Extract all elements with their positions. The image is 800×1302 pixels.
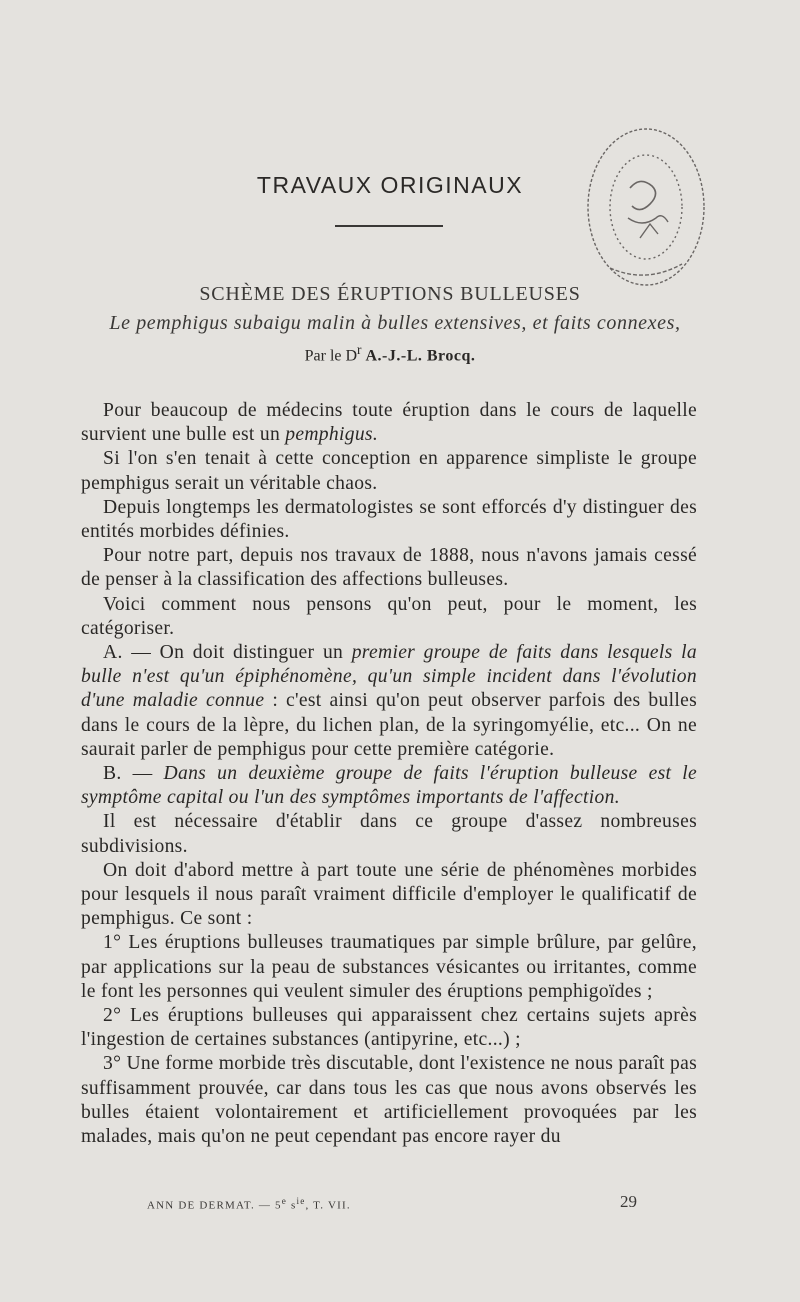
paragraph-text: Une forme morbide très discutable, dont l'existence ne nous paraît pas suffisamment prouvée, car dans tous les cas que nous avons observés les bulles étaient volontairement et artificiellement provoquées par les malades, mais qu'on ne peut cependant pas encore rayer du bbox=[81, 1053, 697, 1148]
library-stamp bbox=[580, 118, 712, 296]
paragraph: Si l'on s'en tenait à cette conception en apparence simpliste le groupe pemphigus serait un véritable chaos. bbox=[81, 448, 697, 494]
paragraph-text: Les éruptions bulleuses qui apparaissent chez certains sujets après l'ingestion de certaines substances (antipyrine, etc...) ; bbox=[81, 1005, 697, 1051]
paragraph: Pour notre part, depuis nos travaux de 1888, nous n'avons jamais cessé de penser à la classification des affections bulleuses. bbox=[81, 545, 697, 591]
byline bbox=[0, 342, 780, 365]
paragraph-italic: premier groupe de faits dans lesquels la bulle n'est qu'un épiphénomène, qu'un simple incident dans l'évolution d'une maladie connue bbox=[81, 642, 697, 712]
page-number: 29 bbox=[620, 1192, 637, 1211]
paragraph-text: A. — On doit distinguer un bbox=[103, 642, 352, 664]
byline-sup: r bbox=[357, 342, 362, 357]
article-subtitle: Le pemphigus subaigu malin à bulles extensives, et faits connexes, bbox=[109, 312, 681, 334]
footer-sup: ie bbox=[296, 1196, 306, 1206]
paragraph-text: : c'est ainsi qu'on peut observer parfois des bulles dans le cours de la lèpre, du lichen plan, de la syringomyélie, etc... On ne saurait parler de pemphigus pour cette première catégorie. bbox=[81, 690, 698, 760]
paragraph bbox=[81, 641, 697, 762]
paragraph: Voici comment nous pensons qu'on peut, pour le moment, les catégoriser. bbox=[81, 593, 697, 639]
paragraph: On doit d'abord mettre à part toute une série de phénomènes morbides pour lesquels il nous paraît vraiment difficile d'employer le qualificatif de pemphigus. Ce sont : bbox=[81, 859, 697, 930]
list-number: 1° bbox=[103, 932, 122, 954]
footer-sup: e bbox=[281, 1196, 288, 1206]
page-footer bbox=[147, 1192, 647, 1212]
footer-text: , T. VII. bbox=[305, 1199, 351, 1212]
section-heading: TRAVAUX ORIGINAUX bbox=[256, 172, 524, 198]
paragraph-italic: pemphigus. bbox=[285, 424, 379, 446]
list-number: 2° bbox=[103, 1005, 122, 1027]
list-number: 3° bbox=[103, 1053, 122, 1075]
paragraph bbox=[81, 762, 697, 810]
article-title: SCHÈME DES ÉRUPTIONS BULLEUSES bbox=[199, 283, 581, 305]
paragraph-text: Pour beaucoup de médecins toute éruption dans le cours de laquelle survient une bulle est un bbox=[81, 400, 697, 446]
heading-rule bbox=[335, 225, 443, 227]
paragraph-text: B. — bbox=[103, 763, 164, 785]
paragraph: Depuis longtemps les dermatologistes se sont efforcés d'y distinguer des entités morbides définies. bbox=[81, 496, 697, 543]
author-name: A.-J.-L. Brocq. bbox=[365, 347, 476, 365]
byline-prefix: Par le D bbox=[304, 347, 358, 365]
list-item bbox=[81, 1004, 697, 1052]
list-item bbox=[81, 931, 697, 1004]
paragraph bbox=[81, 399, 697, 447]
paragraph-text: Les éruptions bulleuses traumatiques par simple brûlure, par gelûre, par applications sur la peau de substances vésicantes ou irritantes, comme le font les personnes qui veulent simuler des éruptions pemphigoïdes ; bbox=[81, 932, 697, 1002]
list-item bbox=[81, 1052, 697, 1149]
article-body bbox=[81, 399, 697, 1149]
paragraph-italic: Dans un deuxième groupe de faits l'éruption bulleuse est le symptôme capital ou l'un des symptômes importants de l'affection. bbox=[81, 763, 698, 809]
footer-text: s bbox=[287, 1199, 297, 1212]
paragraph: Il est nécessaire d'établir dans ce groupe d'assez nombreuses subdivisions. bbox=[81, 811, 697, 857]
journal-citation: ANN DE DERMAT. — 5 bbox=[147, 1199, 282, 1212]
